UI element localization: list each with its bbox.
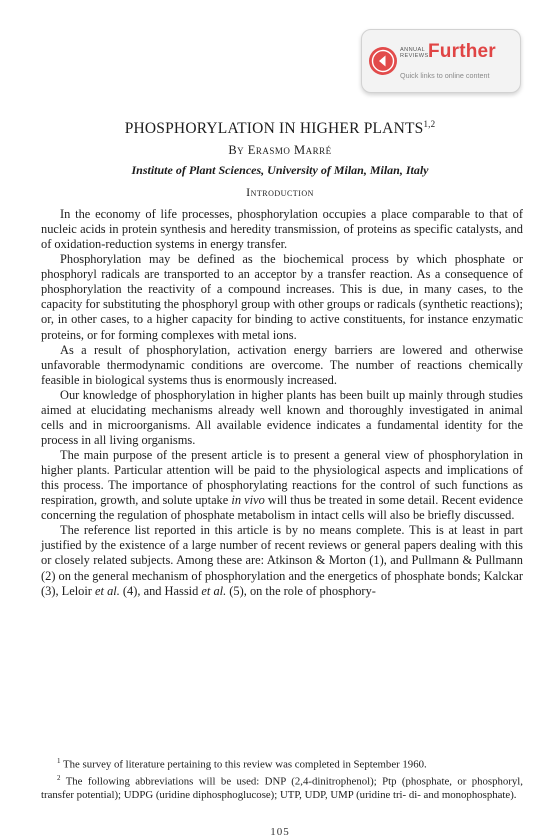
footnote-1-text: The survey of literature pertaining to this review was completed in September 1960. xyxy=(63,758,427,771)
article-body xyxy=(41,207,523,599)
section-heading: Introduction xyxy=(246,185,314,199)
author-line: By Erasmo Marré xyxy=(228,143,332,157)
further-tagline[interactable]: Quick links to online content xyxy=(400,71,490,80)
further-logo-text: Further xyxy=(428,41,496,62)
article-title xyxy=(0,119,560,138)
paragraph-6-part-b: (4), and Hassid xyxy=(122,583,199,598)
paragraph-5-part-a: The main purpose of the present article is to present a general view of phosphorylation in higher plants. Particular attention will be paid to the physiological aspects and implications of this process. The importance of phosphorylating reactions for the control of such functions as respiration, growth, and solute uptake xyxy=(41,448,523,508)
footnote-2-text: The following abbreviations will be used: DNP (2,4-dinitrophenol); Ptp (phosphate, or phosphoryl, transfer potential); UDPG (uridine diphosphoglucose); UTP, UDP, UMP (uridine tri- di- and monophosphate). xyxy=(41,775,523,801)
paragraph-6 xyxy=(41,523,523,598)
article-title-text: PHOSPHORYLATION IN HIGHER PLANTS xyxy=(124,120,424,138)
paragraph-4: Our knowledge of phosphorylation in higher plants has been built up mainly through studies aimed at elucidating mechanisms already well known and thoroughly investigated in animal cells and in microorganisms. All available evidence indicates a fundamental identity for the process in all living organisms. xyxy=(41,387,523,447)
further-banner[interactable] xyxy=(361,29,521,93)
reviews-text: REVIEWS xyxy=(400,53,429,59)
play-arrow-icon-svg xyxy=(369,47,397,75)
paragraph-5 xyxy=(41,448,523,523)
paragraph-6-part-a: The reference list reported in this article is by no means complete. This is at least in part justified by the existence of a large number of recent reviews or general papers dealing with this or closely related subjects. Among these are: Atkinson & Morton (1), and Pullmann & Pullmann (2) on the general mechanism of phosphorylation and the energetics of phosphate bonds; Kalckar (3), Leloir xyxy=(41,523,523,598)
in-vivo-term: in vivo xyxy=(231,493,265,508)
footnote-1-mark: 1 xyxy=(57,757,61,765)
paragraph-1: In the economy of life processes, phosphorylation occupies a place comparable to that of nucleic acids in protein synthesis and heredity transmission, of proteins as specific catalysts, and of oxidation-reduction systems in energy transfer. xyxy=(41,207,523,252)
footnote-2-mark: 2 xyxy=(57,774,61,782)
paragraph-5-part-b: will thus be treated in some detail. Recent evidence concerning the regulation of phosphate metabolism in intact cells will also be briefly discussed. xyxy=(41,493,523,523)
paragraph-2: Phosphorylation may be defined as the biochemical process by which phosphate or phosphoryl radicals are transported to an acceptor by a transfer reaction. As a consequence of phosphorylation the reactivity of a compound increases. This is due, in many cases, to the capacity for substituting the phosphoryl group with other groups or radicals (synthetic reactions); or, in other cases, to a higher capacity for binding to active constituents, for instance enzymatic proteins, or for forming complexes with metal ions. xyxy=(41,252,523,342)
footnote-2 xyxy=(41,772,523,802)
title-footnote-marks: 1,2 xyxy=(423,119,436,129)
play-arrow-icon[interactable] xyxy=(369,47,397,75)
et-al-term-1: et al. xyxy=(95,583,120,598)
et-al-term-2: et al. xyxy=(201,583,227,598)
annual-reviews-logo xyxy=(400,47,429,59)
paragraph-3: As a result of phosphorylation, activation energy barriers are lowered and otherwise unfavorable thermodynamic conditions are overcome. The number of reactions chemically feasible in biological systems thus is enormously increased. xyxy=(41,342,523,387)
footnotes xyxy=(41,755,523,802)
page-number: 105 xyxy=(270,826,290,838)
footnote-1 xyxy=(41,755,523,772)
annual-text: ANNUAL xyxy=(400,47,426,53)
paragraph-6-part-c: (5), on the role of phosphory- xyxy=(229,583,376,598)
author-affiliation: Institute of Plant Sciences, University of Milan, Milan, Italy xyxy=(131,163,429,177)
